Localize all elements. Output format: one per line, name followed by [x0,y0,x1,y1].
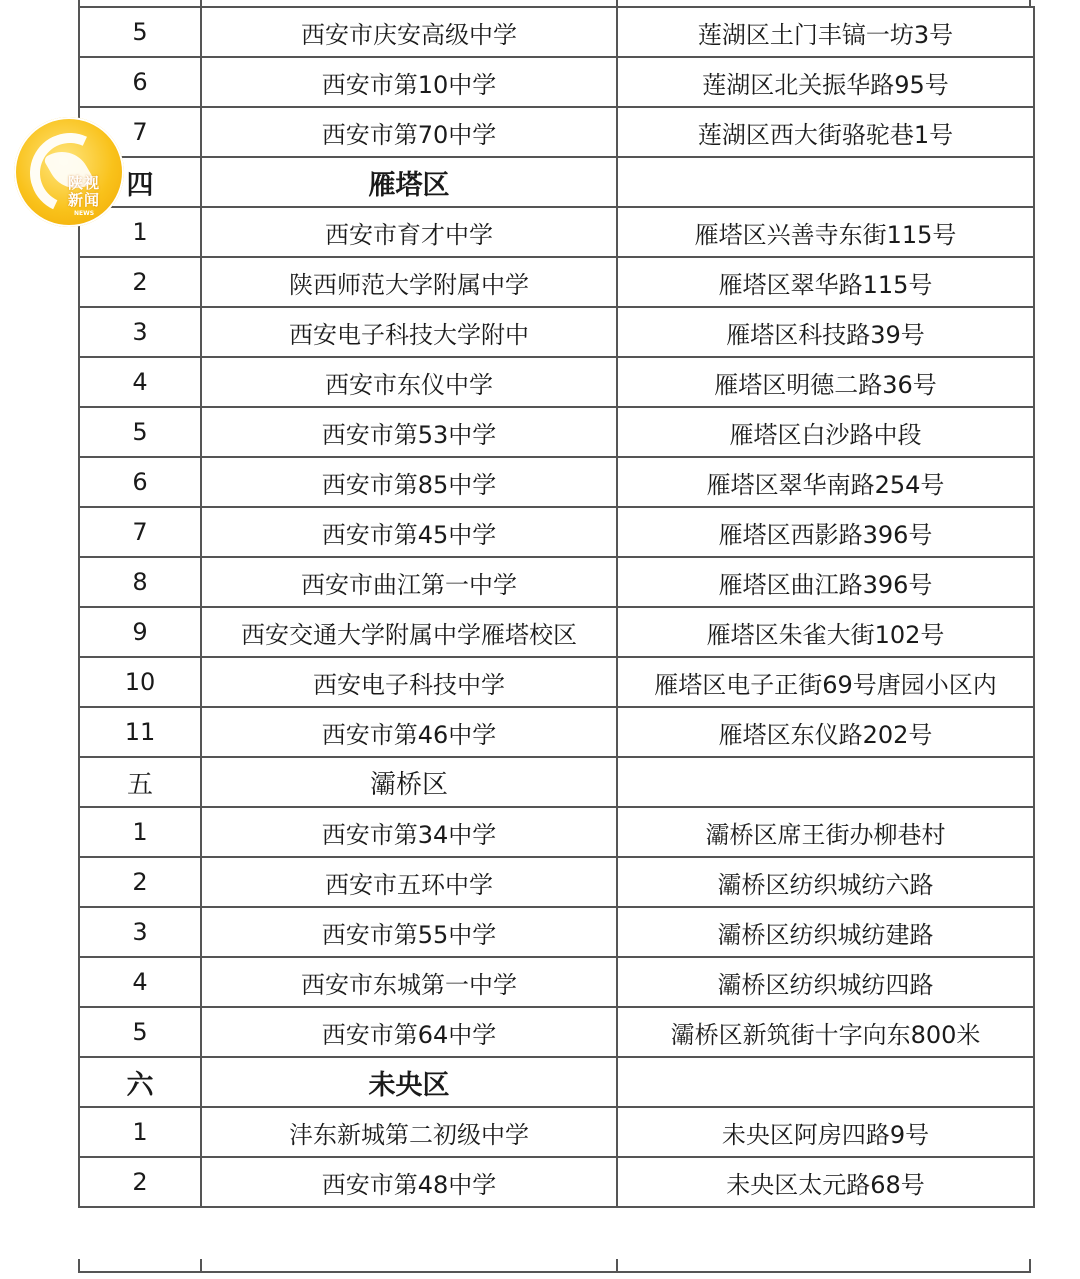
row-number-cell: 1 [79,207,201,257]
school-name-cell: 西安市育才中学 [201,207,617,257]
row-number-cell: 5 [79,1007,201,1057]
logo-line1: 陕视 [68,174,101,192]
row-number-cell: 6 [79,457,201,507]
table-row [79,457,1034,507]
table-row [79,507,1034,557]
logo-line2: 新闻 [68,191,101,209]
school-name-cell: 陕西师范大学附属中学 [201,257,617,307]
address-cell: 未央区太元路68号 [617,1157,1034,1207]
address-cell: 灞桥区席王街办柳巷村 [617,807,1034,857]
row-number-cell: 11 [79,707,201,757]
district-name-cell: 雁塔区 [201,157,617,207]
table-row [79,207,1034,257]
school-name-cell: 西安市五环中学 [201,857,617,907]
school-name-cell: 西安市第46中学 [201,707,617,757]
address-cell: 雁塔区兴善寺东街115号 [617,207,1034,257]
row-number-cell: 3 [79,307,201,357]
row-number-cell: 5 [79,407,201,457]
row-number-cell: 7 [79,507,201,557]
address-cell [617,1057,1034,1107]
table-row [79,57,1034,107]
school-name-cell: 西安电子科技大学附中 [201,307,617,357]
table-row [79,707,1034,757]
school-name-cell: 西安市第55中学 [201,907,617,957]
address-cell: 雁塔区电子正街69号唐园小区内 [617,657,1034,707]
address-cell: 灞桥区纺织城纺六路 [617,857,1034,907]
table-row [79,1007,1034,1057]
address-cell: 雁塔区朱雀大街102号 [617,607,1034,657]
address-cell: 莲湖区北关振华路95号 [617,57,1034,107]
address-cell: 灞桥区纺织城纺四路 [617,957,1034,1007]
row-number-cell: 4 [79,957,201,1007]
table-row [79,1107,1034,1157]
address-cell: 雁塔区白沙路中段 [617,407,1034,457]
address-cell: 未央区阿房四路9号 [617,1107,1034,1157]
address-cell: 雁塔区东仪路202号 [617,707,1034,757]
school-name-cell: 西安市第70中学 [201,107,617,157]
table-row [79,607,1034,657]
row-number-cell: 2 [79,857,201,907]
row-number-cell: 1 [79,807,201,857]
row-number-cell: 四 [79,157,201,207]
school-name-cell: 西安市第64中学 [201,1007,617,1057]
address-cell [617,757,1034,807]
row-number-cell: 六 [79,1057,201,1107]
row-number-cell: 6 [79,57,201,107]
address-cell: 雁塔区明德二路36号 [617,357,1034,407]
address-cell: 雁塔区翠华路115号 [617,257,1034,307]
table-row [79,357,1034,407]
table-row [79,857,1034,907]
row-number-cell: 9 [79,607,201,657]
row-number-cell: 3 [79,907,201,957]
table-row [79,807,1034,857]
table-row [79,107,1034,157]
table-row [79,257,1034,307]
school-name-cell: 西安交通大学附属中学雁塔校区 [201,607,617,657]
address-cell: 雁塔区科技路39号 [617,307,1034,357]
address-cell: 灞桥区纺织城纺建路 [617,907,1034,957]
table-body [79,7,1034,1207]
school-name-cell: 西安市第34中学 [201,807,617,857]
table-row [79,407,1034,457]
row-number-cell: 4 [79,357,201,407]
row-number-cell: 2 [79,257,201,307]
school-name-cell: 西安市东城第一中学 [201,957,617,1007]
table-bottom-edge [78,1259,1031,1273]
district-name-cell: 灞桥区 [201,757,617,807]
school-name-cell: 西安市第45中学 [201,507,617,557]
news-logo [14,117,124,227]
row-number-cell: 8 [79,557,201,607]
district-header-row [79,1057,1034,1107]
district-header-row [79,757,1034,807]
school-name-cell: 西安市第10中学 [201,57,617,107]
address-cell: 灞桥区新筑街十字向东800米 [617,1007,1034,1057]
address-cell: 雁塔区翠华南路254号 [617,457,1034,507]
address-cell: 雁塔区西影路396号 [617,507,1034,557]
table-row [79,657,1034,707]
table-row [79,7,1034,57]
school-name-cell: 西安市第53中学 [201,407,617,457]
table-row [79,1157,1034,1207]
address-cell: 莲湖区土门丰镐一坊3号 [617,7,1034,57]
address-cell: 雁塔区曲江路396号 [617,557,1034,607]
table-row [79,907,1034,957]
school-name-cell: 西安市曲江第一中学 [201,557,617,607]
district-name-cell: 未央区 [201,1057,617,1107]
address-cell: 莲湖区西大街骆驼巷1号 [617,107,1034,157]
school-table [78,6,1035,1208]
table-row [79,957,1034,1007]
address-cell [617,157,1034,207]
row-number-cell: 10 [79,657,201,707]
row-number-cell: 5 [79,7,201,57]
row-number-cell: 1 [79,1107,201,1157]
logo-sub: NEWS [74,210,95,217]
school-name-cell: 西安市庆安高级中学 [201,7,617,57]
school-name-cell: 西安市东仪中学 [201,357,617,407]
row-number-cell: 五 [79,757,201,807]
table-row [79,307,1034,357]
school-name-cell: 沣东新城第二初级中学 [201,1107,617,1157]
school-name-cell: 西安市第85中学 [201,457,617,507]
table-row [79,557,1034,607]
logo-text [68,175,116,209]
district-header-row [79,157,1034,207]
school-name-cell: 西安电子科技中学 [201,657,617,707]
row-number-cell: 2 [79,1157,201,1207]
school-name-cell: 西安市第48中学 [201,1157,617,1207]
row-number-cell: 7 [79,107,201,157]
